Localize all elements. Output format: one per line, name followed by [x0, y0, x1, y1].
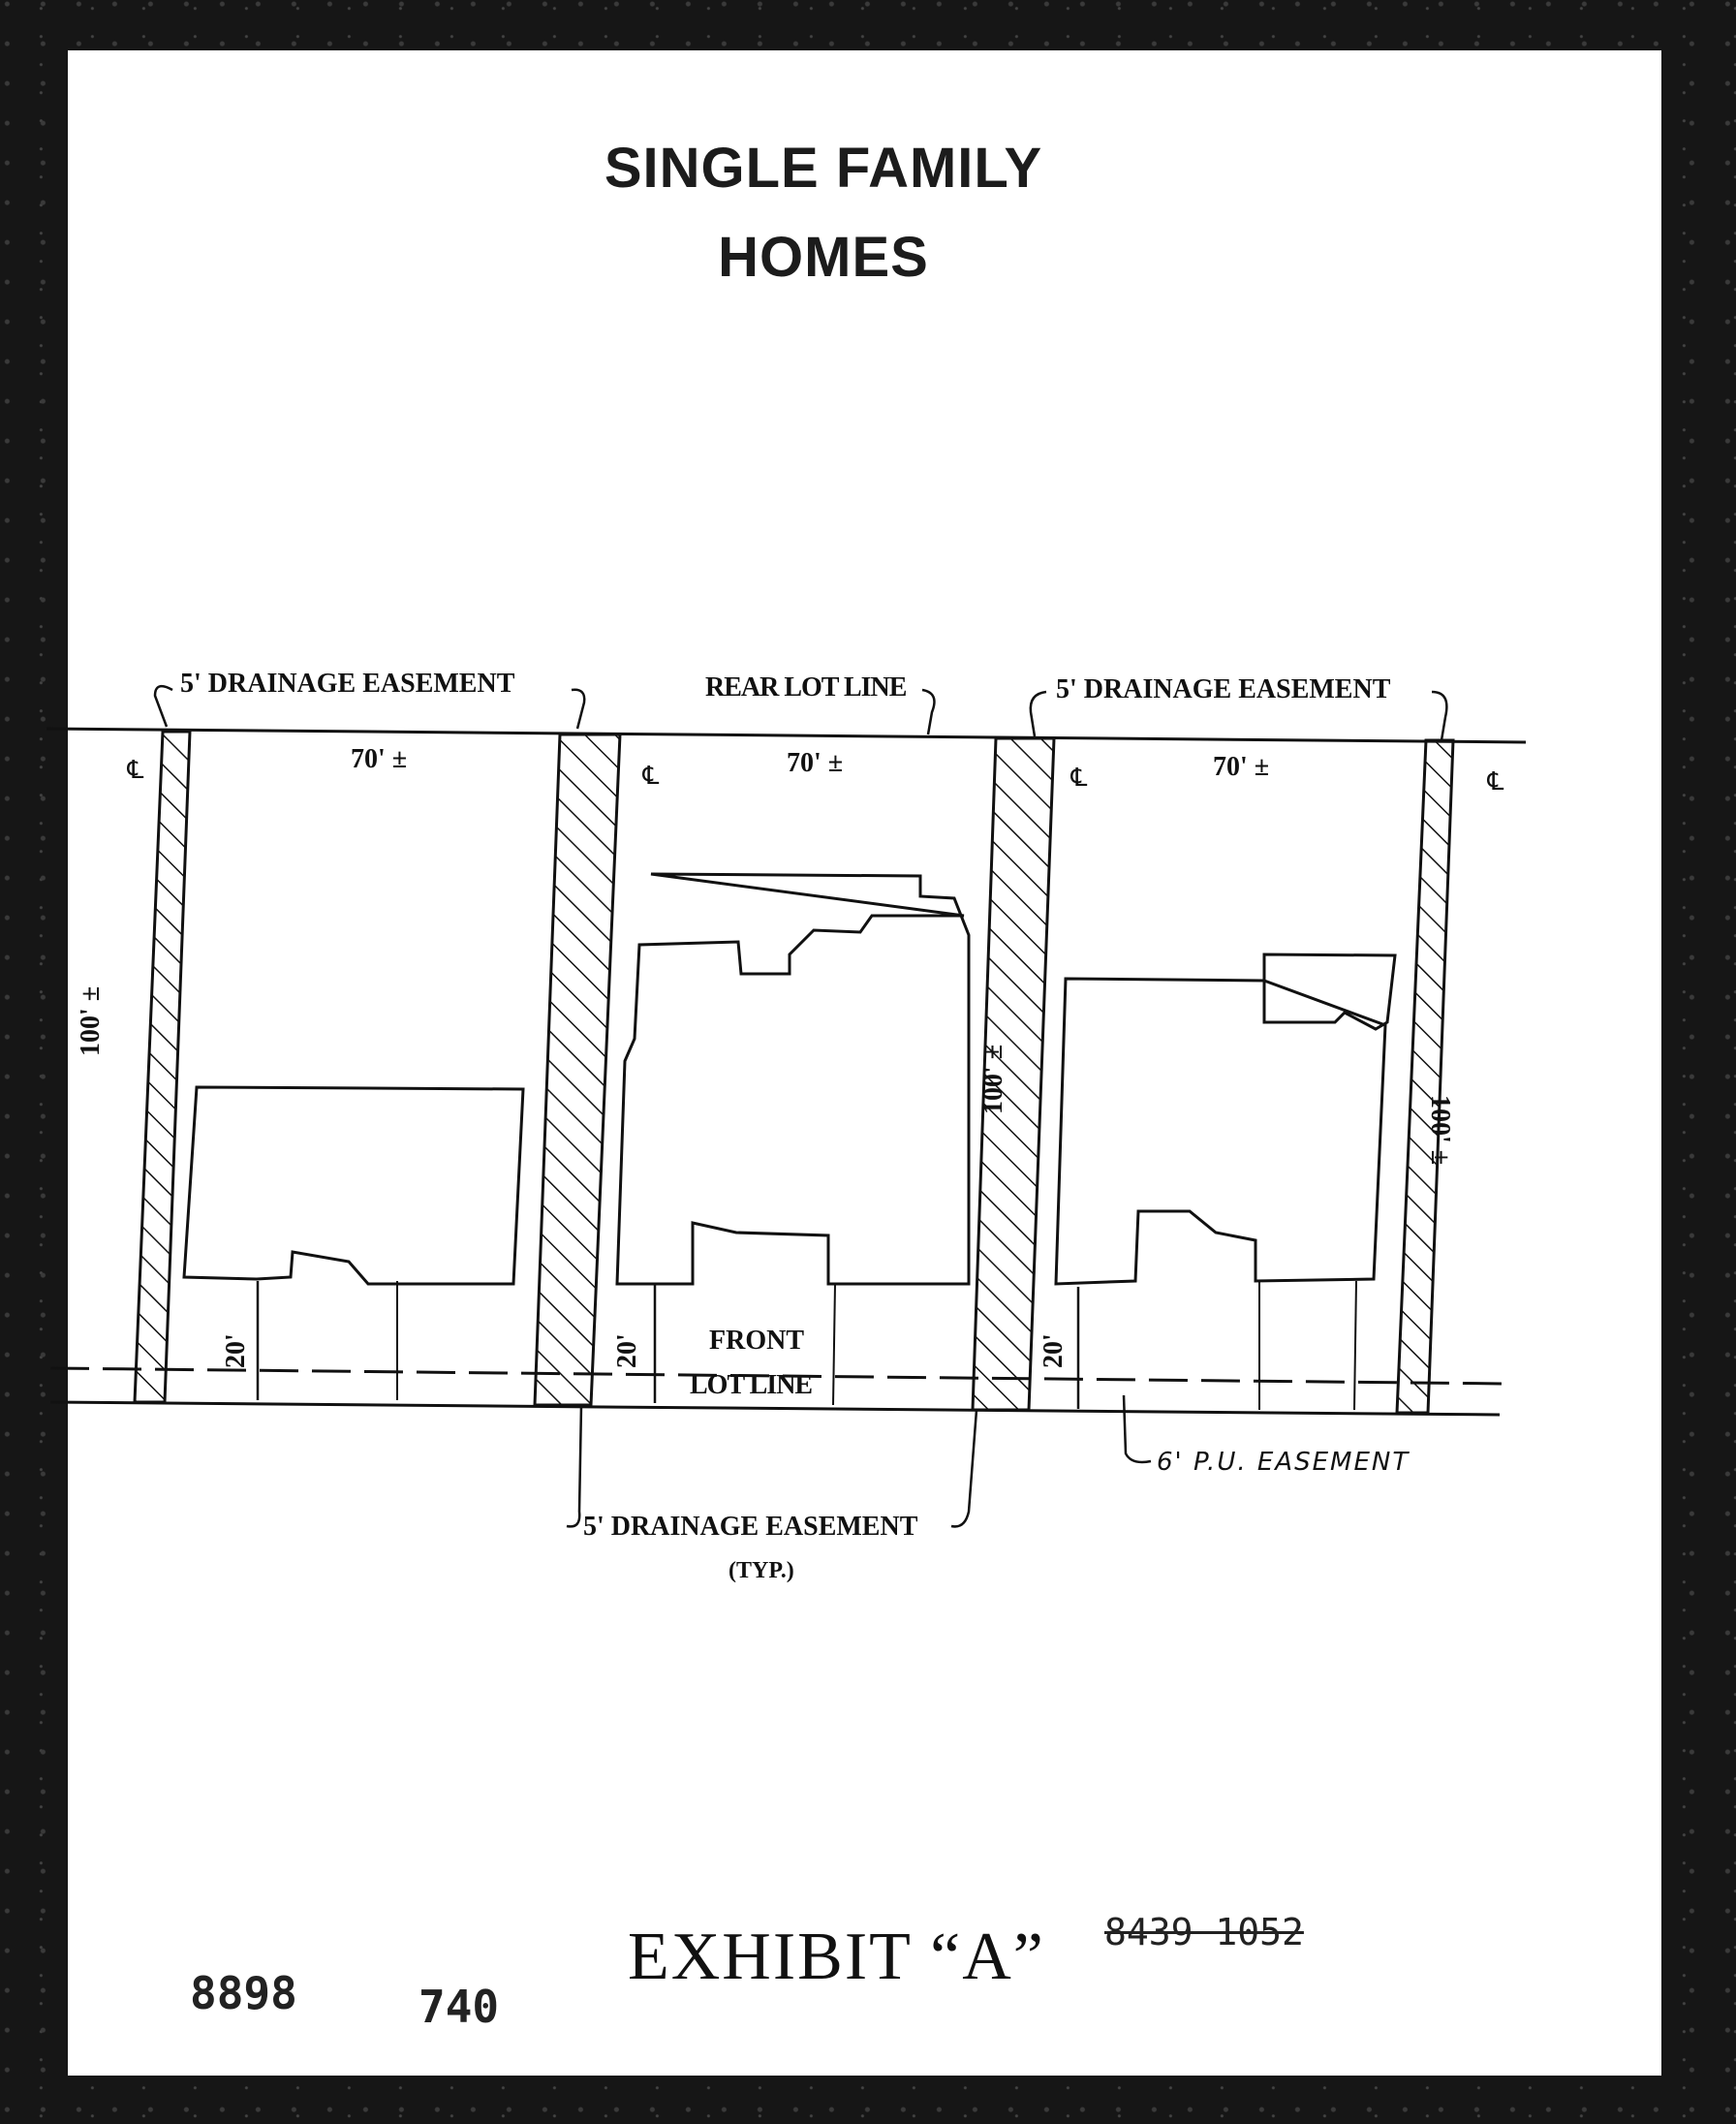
drainage-strip-4 — [1397, 740, 1453, 1413]
label-drainage-easement-bottom: 5' DRAINAGE EASEMENT — [583, 1512, 918, 1542]
book-number: 8898 — [190, 1967, 297, 2019]
label-drainage-easement-right: 5' DRAINAGE EASEMENT — [1056, 674, 1391, 704]
page-number: 740 — [418, 1981, 500, 2033]
label-lot-depth-right: 100' ± — [1425, 1095, 1455, 1166]
rear-lot-line — [46, 729, 1526, 742]
leader-drainage-bottom-end — [951, 1410, 976, 1526]
label-drainage-easement-typ: (TYP.) — [728, 1558, 794, 1583]
centerline-mark-3: ℄ — [1068, 764, 1091, 793]
label-lot-depth-mid: 100' ± — [978, 1044, 1008, 1114]
label-front-setback-3: 20' — [1038, 1333, 1069, 1368]
label-drainage-easement-left: 5' DRAINAGE EASEMENT — [180, 669, 515, 699]
label-front-lot-line-1: FRONT — [709, 1326, 804, 1356]
centerline-mark-4: ℄ — [1484, 767, 1507, 796]
leader-drainage-left — [155, 686, 172, 727]
leader-drainage-right — [1031, 692, 1046, 736]
house-footprint-2 — [617, 874, 969, 1284]
label-lot-depth-left: 100' ± — [76, 985, 106, 1056]
house-footprint-1 — [184, 1087, 523, 1284]
label-front-setback-1: 20' — [221, 1333, 251, 1368]
centerline-mark-1: ℄ — [124, 756, 147, 785]
drainage-strip-1 — [135, 732, 190, 1402]
leader-drainage-right-end — [1432, 692, 1446, 740]
tick-2 — [833, 1284, 835, 1405]
house-footprint-3 — [1056, 954, 1395, 1284]
leader-pu-easement — [1124, 1395, 1151, 1462]
label-lot-width-1: 70' ± — [351, 744, 408, 774]
tick-4 — [1354, 1281, 1356, 1410]
label-front-lot-line-2: LOT LINE — [690, 1370, 813, 1400]
leader-drainage-left-end — [572, 690, 584, 729]
struck-reference-number: 8439 1052 — [1104, 1911, 1304, 1953]
label-pu-easement: 6' P.U. EASEMENT — [1157, 1448, 1410, 1477]
leader-rear-line — [922, 690, 934, 734]
exhibit-label: EXHIBIT “A” — [628, 1920, 1045, 1994]
label-front-setback-2: 20' — [612, 1333, 642, 1368]
label-lot-width-3: 70' ± — [1213, 752, 1270, 782]
title-line-1: SINGLE FAMILY — [604, 137, 1043, 200]
leader-drainage-bottom — [567, 1405, 581, 1526]
drainage-strip-2 — [535, 734, 620, 1405]
centerline-mark-2: ℄ — [639, 762, 663, 791]
title-line-2: HOMES — [718, 226, 929, 289]
front-lot-line — [50, 1402, 1500, 1415]
label-rear-lot-line: REAR LOT LINE — [705, 672, 907, 703]
label-lot-width-2: 70' ± — [787, 748, 844, 778]
